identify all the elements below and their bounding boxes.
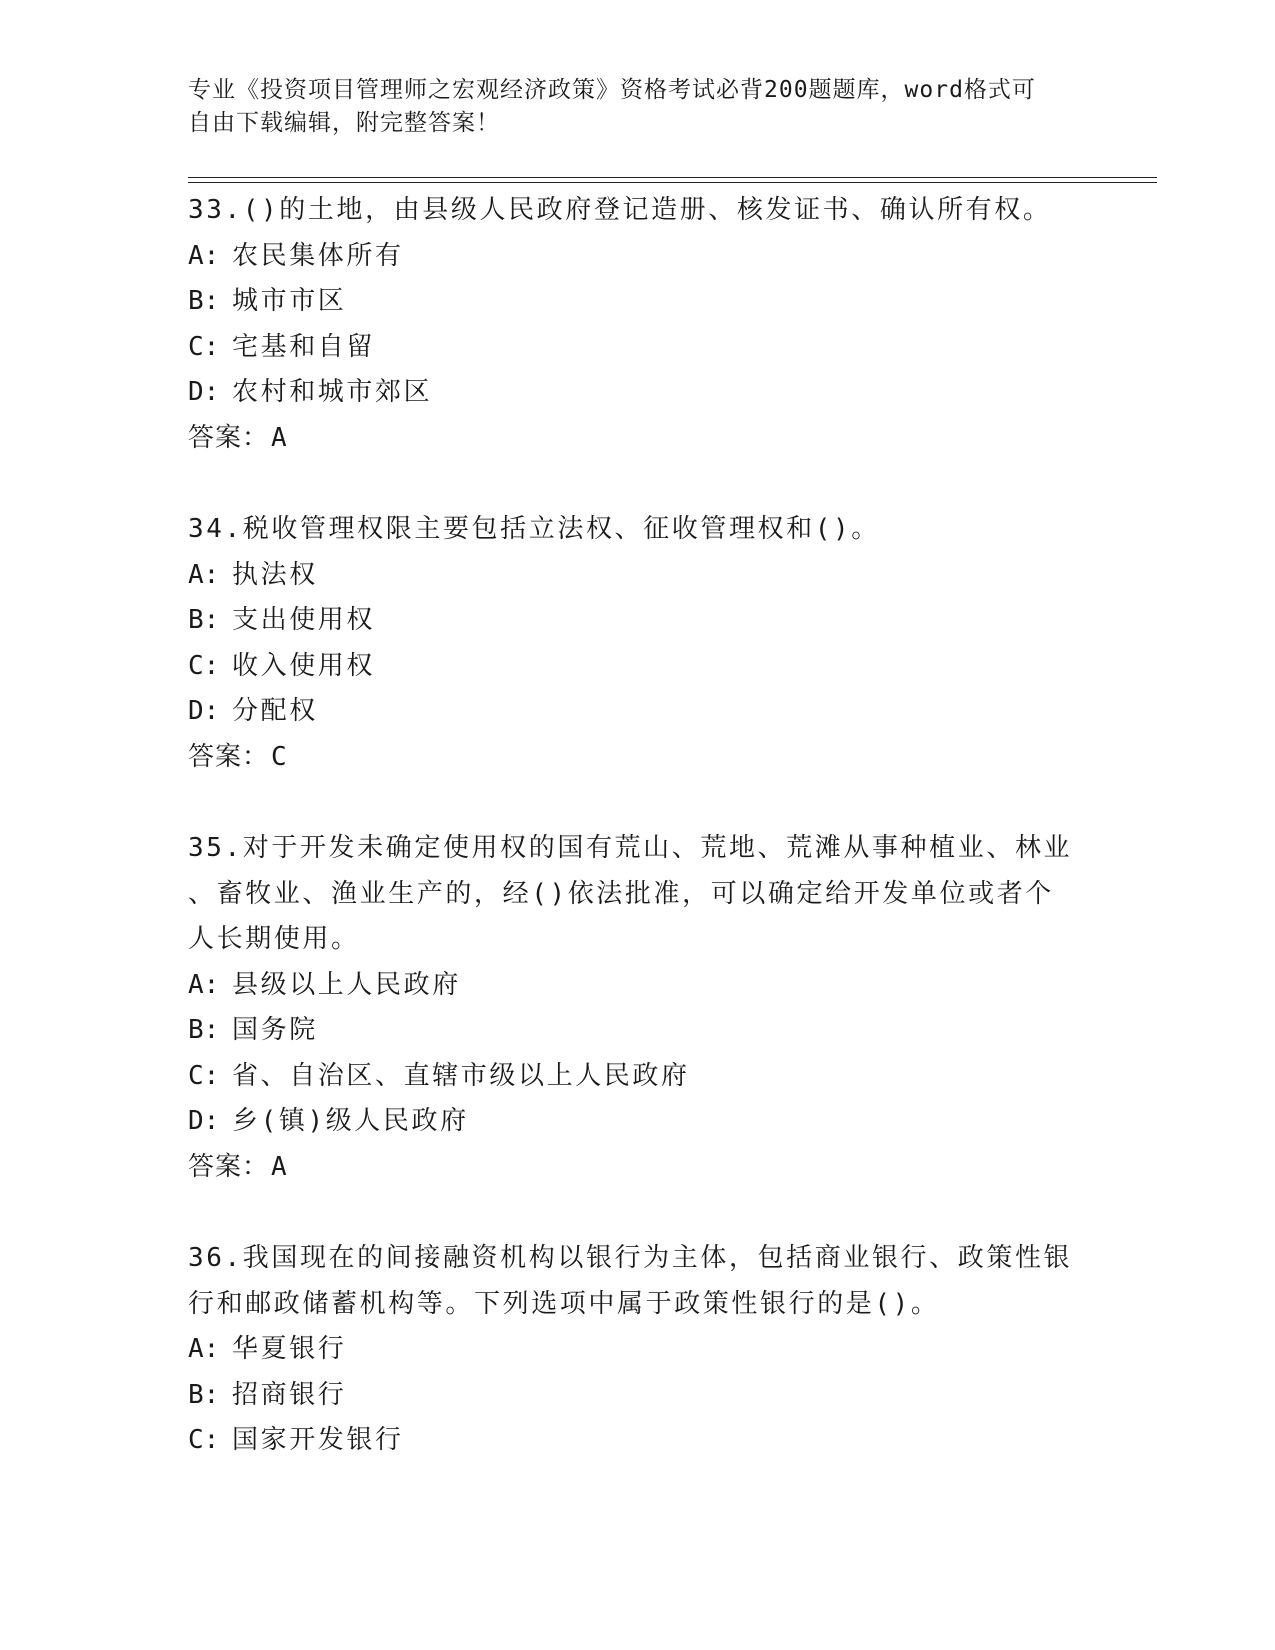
option-key: A: [188, 559, 220, 590]
question-stem-line: 35.对于开发未确定使用权的国有荒山、荒地、荒滩从事种植业、林业 [188, 833, 1073, 863]
document-header [188, 74, 1088, 140]
option-row [188, 1099, 1088, 1145]
option-row [188, 1327, 1088, 1373]
header-line-2: 自由下载编辑，附完整答案！ [188, 110, 500, 136]
question-stem-line: 33.()的土地，由县级人民政府登记造册、核发证书、确认所有权。 [188, 195, 1052, 225]
option-row [188, 279, 1088, 325]
option-text: 分配权 [232, 696, 318, 726]
option-text: 国家开发银行 [232, 1425, 404, 1455]
question-stem-line: 36.我国现在的间接融资机构以银行为主体，包括商业银行、政策性银 [188, 1243, 1073, 1273]
option-row [188, 1373, 1088, 1419]
option-text: 县级以上人民政府 [232, 969, 461, 1000]
header-line-1: 专业《投资项目管理师之宏观经济政策》资格考试必背200题题库，word格式可 [188, 77, 1036, 103]
option-key: C: [188, 1060, 220, 1091]
option-text: 宅基和自留 [232, 331, 376, 362]
header-divider-top [188, 177, 1157, 178]
option-key: A: [188, 969, 220, 1000]
option-row [188, 644, 1088, 690]
question-stem-line: 、畜牧业、渔业生产的，经()依法批准，可以确定给开发单位或者个 [188, 878, 1054, 909]
answer-value: A [271, 1151, 288, 1182]
answer-value: A [271, 422, 288, 453]
answer-label: 答案： [188, 422, 270, 453]
answer-line [188, 735, 1088, 781]
option-key: D: [188, 696, 220, 726]
option-row [188, 963, 1088, 1009]
option-row [188, 598, 1088, 644]
option-text: 招商银行 [232, 1379, 347, 1410]
option-text: 农村和城市郊区 [232, 377, 433, 407]
option-row [188, 1418, 1088, 1464]
option-key: C: [188, 650, 220, 681]
answer-line [188, 416, 1088, 462]
option-row [188, 689, 1088, 735]
answer-label: 答案： [188, 741, 270, 772]
option-key: C: [188, 331, 220, 362]
option-key: B: [188, 605, 220, 635]
option-key: D: [188, 1106, 220, 1136]
option-row [188, 1008, 1088, 1054]
option-key: B: [188, 286, 220, 316]
option-text: 城市市区 [232, 286, 347, 316]
question-block [188, 507, 1088, 780]
answer-line [188, 1145, 1088, 1191]
option-text: 支出使用权 [232, 605, 376, 635]
option-text: 省、自治区、直辖市级以上人民政府 [232, 1060, 690, 1091]
option-row [188, 234, 1088, 280]
question-block [188, 826, 1088, 1190]
option-row [188, 325, 1088, 371]
question-stem-line: 34.税收管理权限主要包括立法权、征收管理权和()。 [188, 514, 880, 544]
option-key: B: [188, 1015, 220, 1045]
option-text: 国务院 [232, 1015, 318, 1045]
option-text: 收入使用权 [232, 650, 376, 681]
option-text: 农民集体所有 [232, 240, 404, 271]
option-key: D: [188, 377, 220, 407]
option-key: B: [188, 1379, 220, 1410]
option-key: C: [188, 1425, 220, 1455]
option-text: 乡(镇)级人民政府 [232, 1106, 469, 1136]
option-row [188, 1054, 1088, 1100]
option-text: 执法权 [232, 559, 318, 590]
question-list [188, 188, 1088, 1510]
option-row [188, 553, 1088, 599]
option-key: A: [188, 240, 220, 271]
question-stem-line: 人长期使用。 [188, 924, 360, 954]
option-text: 华夏银行 [232, 1334, 347, 1364]
question-block [188, 188, 1088, 461]
question-stem-line: 行和邮政储蓄机构等。下列选项中属于政策性银行的是()。 [188, 1288, 940, 1319]
answer-value: C [271, 741, 288, 772]
question-block [188, 1236, 1088, 1464]
header-divider-bottom [188, 182, 1157, 183]
option-key: A: [188, 1334, 220, 1364]
answer-label: 答案： [188, 1151, 270, 1182]
option-row [188, 370, 1088, 416]
